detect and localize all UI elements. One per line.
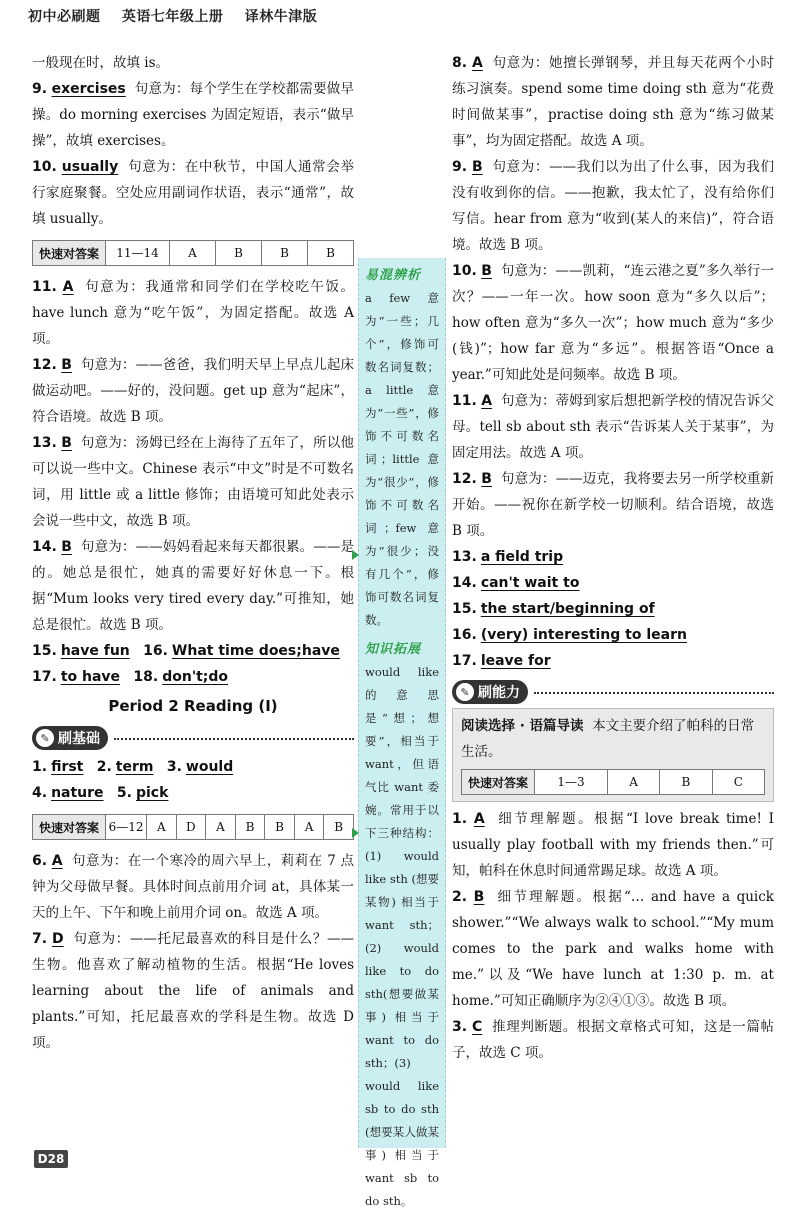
answer-12: 12. B 句意为：——爸爸，我们明天早上早点儿起床做运动吧。——好的，没问题。get up 意为“起床”，符合语境。故选 B 项。 [32, 357, 354, 425]
note-text-confusion: a few 意为“一些；几个”，修饰可数名词复数；a little 意为“一些”，修饰不可数名词；little 意为“很少”，修饰不可数名词；few 意为“很少；没有几个”，修饰可数名词复数。 [365, 291, 439, 627]
answer-10: 10. B 句意为：——凯莉，“连云港之夏”多久举行一次？——一年一次。how soon 意为“多久以后”；how often 意为“多久一次”；how much 意为“多少(钱)”；how far 意为“多远”。根据答语“Once a year.”可知此处是问频率。故选 B 项。 [452, 263, 774, 383]
reading-intro-box: 阅读选择 · 语篇导读 本文主要介绍了帕科的日常生活。 快速对答案 1—3 A B C [452, 708, 774, 802]
quick-answer-table: 快速对答案 1—3 A B C [461, 769, 765, 795]
answer-15: 15. the start/beginning of [452, 601, 655, 617]
answer-11: 11. A 句意为：蒂姆到家后想把新学校的情况告诉父母。tell sb about sth 表示“告诉某人关于某事”，为固定用法。故选 A 项。 [452, 393, 774, 461]
book-title: 英语七年级上册 [121, 9, 224, 25]
answer-17: 17. leave for [452, 653, 551, 669]
divider [114, 737, 354, 740]
answer-14: 14. B 句意为：——妈妈看起来每天都很累。——是的。她总是很忙，她真的需要好好休息一下。根据“Mum looks very tired every day.”可推知，她总是很忙。故选 B 项。 [32, 539, 355, 633]
note-title-extension: 知识拓展 [365, 642, 422, 657]
answer-9: 9. B 句意为：——我们以为出了什么事，因为我们没有收到你的信。——抱歉，我太忙了，没有给你们写信。hear from 意为“收到(某人的来信)”，符合语境。故选 B 项。 [452, 159, 774, 253]
pointer-arrow-icon [352, 550, 359, 560]
answer-12: 12. B 句意为：——迈克，我将要去另一所学校重新开始。——祝你在新学校一切顺利。结合语境，故选 B 项。 [452, 471, 774, 539]
section-badge: ✎ 刷基础 [32, 726, 108, 750]
quick-answer-table: 快速对答案 6—12 A D A B B A B [32, 814, 354, 840]
answer-7: 7. D 句意为：——托尼最喜欢的科目是什么？——生物。他喜欢了解动植物的生活。根据“He loves learning about the life of animals and plants.”可知，托尼最喜欢的学科是生物。故选 D 项。 [32, 931, 354, 1051]
answer-11: 11. A 句意为：我通常和同学们在学校吃午饭。have lunch 意为“吃午饭”，为固定搭配。故选 A 项。 [32, 279, 355, 347]
pencil-icon: ✎ [456, 683, 474, 701]
answer-10: 10. usually 句意为：在中秋节，中国人通常会举行家庭聚餐。空处应用副词作状语，表示“通常”，故填 usually。 [32, 159, 354, 227]
answers-15-16: 15. have fun 16. What time does;have [32, 643, 340, 659]
section-ability-head [452, 680, 774, 704]
reading-answer-3: 3. C 推理判断题。根据文章格式可知，这是一篇帖子，故选 C 项。 [452, 1019, 774, 1061]
answers-1-3: 1. first 2. term 3. would [32, 759, 234, 775]
right-column [452, 50, 774, 1066]
answers-17-18: 17. to have 18. don't;do [32, 669, 229, 685]
answer-14: 14. can't wait to [452, 575, 580, 591]
answer-13: 13. a field trip [452, 549, 564, 565]
note-title-confusion: 易混辨析 [365, 268, 422, 283]
side-notes-column [358, 258, 446, 1208]
note-text-extension: would like 的意思是“想；想要”，相当于 want，但语气比 want 委婉。常用于以下三种结构：(1) would like sth (想要某物) 相当于 want sth；(2) would like to do sth(想要做某事) 相当于 want to do sth；(3) would like sb to do sth (想要某人做某事) 相当于 want sb to do sth。 [365, 665, 439, 1208]
section-basics-head [32, 726, 354, 750]
pointer-arrow-icon [352, 828, 359, 838]
page-number: D28 [34, 1150, 68, 1168]
divider [534, 691, 774, 694]
page-header [28, 6, 333, 26]
edition-title: 译林牛津版 [244, 9, 318, 25]
text-line: 一般现在时，故填 is。 [32, 55, 170, 71]
pencil-icon: ✎ [36, 729, 54, 747]
quick-answer-table: 快速对答案 11—14 A B B B [32, 240, 354, 266]
answers-4-5: 4. nature 5. pick [32, 785, 169, 801]
answer-13: 13. B 句意为：汤姆已经在上海待了五年了，所以他可以说一些中文。Chinese 表示“中文”时是不可数名词，用 little 或 a little 修饰；由语境可知此处表示会说一些中文，故选 B 项。 [32, 435, 355, 529]
answer-6: 6. A 句意为：在一个寒冷的周六早上，莉莉在 7 点钟为父母做早餐。具体时间点前用介词 at，具体某一天的上午、下午和晚上前用介词 on。故选 A 项。 [32, 853, 355, 921]
section-badge: ✎ 刷能力 [452, 680, 528, 704]
left-column [32, 50, 354, 1056]
reading-answer-2: 2. B 细节理解题。根据“… and have a quick shower.”“We always walk to school.”“My mum comes to the park and walks home with me.”以及“We have lunch at 1:30 p. m. at home.”可知正确顺序为②④①③。故选 B 项。 [452, 889, 774, 1009]
period-title: Period 2 Reading (Ⅰ) [108, 697, 278, 715]
answer-16: 16. (very) interesting to learn [452, 627, 687, 643]
series-title: 初中必刷题 [28, 9, 101, 25]
answer-9: 9. exercises 句意为：每个学生在学校都需要做早操。do morning exercises 为固定短语，表示“做早操”，故填 exercises。 [32, 81, 354, 149]
answer-8: 8. A 句意为：她擅长弹钢琴，并且每天花两个小时练习演奏。spend some time doing sth 意为“花费时间做某事”，practise doing sth 意为“练习做某事”，均为固定搭配。故选 A 项。 [452, 55, 775, 149]
reading-answer-1: 1. A 细节理解题。根据“I love break time! I usually play football with my friends then.”可知，帕科在休息时间通常踢足球。故选 A 项。 [452, 811, 774, 879]
